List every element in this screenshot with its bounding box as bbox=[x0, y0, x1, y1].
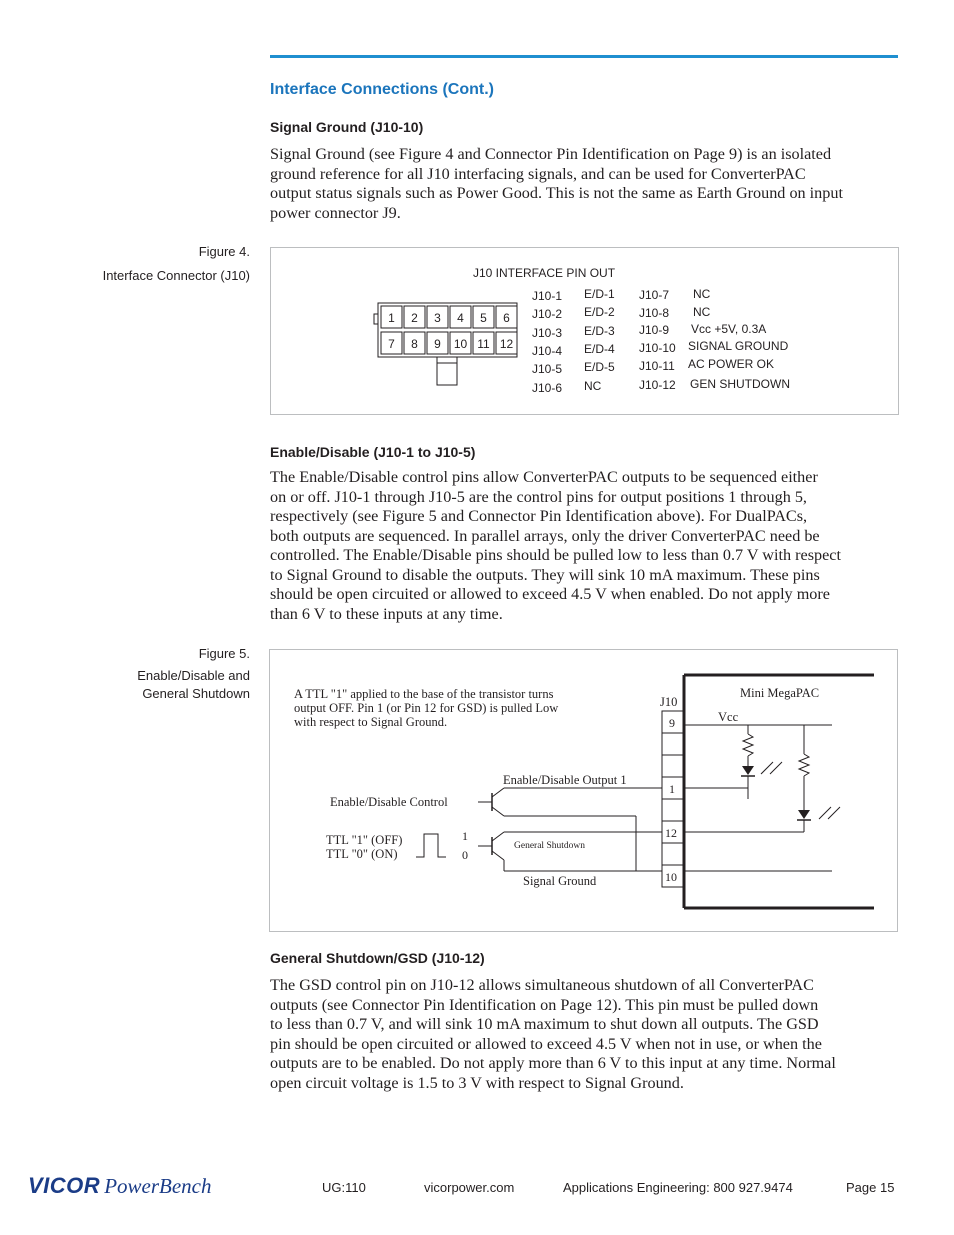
text-line: pin should be open circuited or allowed to exceed 4.5 V when not in use, or when the bbox=[270, 1034, 822, 1053]
text-line: controlled. The Enable/Disable pins should be pulled low to less than 0.7 V with respect bbox=[270, 546, 841, 564]
general-shutdown-label: General Shutdown bbox=[514, 841, 585, 851]
figure4-box bbox=[270, 247, 899, 415]
connector-pin-number: 11 bbox=[477, 337, 490, 351]
pin-signal: E/D-1 bbox=[584, 287, 615, 301]
pin-signal: AC POWER OK bbox=[688, 357, 775, 371]
section-title: Interface Connections (Cont.) bbox=[270, 81, 495, 98]
pinout-title: J10 INTERFACE PIN OUT bbox=[473, 266, 616, 280]
header-rule bbox=[270, 55, 898, 58]
figure5-box bbox=[269, 649, 898, 932]
ttl-off-label: TTL "1" (OFF) bbox=[326, 833, 403, 847]
pin-9-label: 9 bbox=[669, 716, 675, 730]
signal-ground-heading: Signal Ground (J10-10) bbox=[270, 119, 424, 135]
pin-signal: GEN SHUTDOWN bbox=[690, 377, 790, 391]
pin-id: J10-9 bbox=[639, 323, 670, 337]
pin-id: J10-5 bbox=[532, 362, 563, 376]
text-line: than 6 V to these inputs at any time. bbox=[270, 604, 503, 623]
schematic-diagram bbox=[270, 650, 897, 931]
text-line: power connector J9. bbox=[270, 203, 401, 222]
resistor-1 bbox=[743, 734, 753, 756]
schematic-note-line: output OFF. Pin 1 (or Pin 12 for GSD) is pulled Low bbox=[294, 701, 559, 715]
pinout-diagram bbox=[271, 248, 898, 414]
pin-signal: E/D-5 bbox=[584, 360, 615, 374]
pin-signal: E/D-4 bbox=[584, 342, 615, 356]
resistor-2 bbox=[799, 754, 809, 776]
text-line: both outputs are sequenced. In parallel arrays, only the driver ConverterPAC need be bbox=[270, 526, 820, 545]
pin-signal: Vcc +5V, 0.3A bbox=[691, 322, 767, 336]
pin-id: J10-2 bbox=[532, 307, 563, 321]
vcc-label: Vcc bbox=[718, 710, 739, 724]
connector-pin-number: 8 bbox=[411, 337, 418, 351]
connector-pin-number: 5 bbox=[480, 311, 487, 325]
pin-list bbox=[532, 287, 790, 395]
connector-pin-number: 2 bbox=[411, 311, 418, 325]
figure5-label bbox=[137, 645, 250, 703]
pulse-waveform bbox=[416, 834, 446, 857]
mini-megapac-label: Mini MegaPAC bbox=[740, 686, 820, 700]
pin-id: J10-8 bbox=[639, 306, 670, 320]
signal-ground-label: Signal Ground bbox=[523, 874, 597, 888]
ttl-on-label: TTL "0" (ON) bbox=[326, 847, 398, 861]
connector-pins bbox=[381, 306, 517, 354]
schematic-note-line: with respect to Signal Ground. bbox=[294, 715, 448, 729]
text-line: respectively (see Figure 5 and Connector Pin Identification above). For DualPACs, bbox=[270, 507, 808, 525]
connector-pin-number: 1 bbox=[388, 311, 395, 325]
figure4-label bbox=[103, 243, 250, 285]
text-line: The Enable/Disable control pins allow ConverterPAC outputs to be sequenced either bbox=[270, 468, 818, 486]
text-line: Signal Ground (see Figure 4 and Connector Pin Identification on Page 9) is an isolated bbox=[270, 145, 832, 163]
logo-vicor: VICOR bbox=[28, 1173, 101, 1198]
enable-disable-output-label: Enable/Disable Output 1 bbox=[503, 773, 627, 787]
pin-signal: NC bbox=[693, 287, 711, 301]
level-0-label: 0 bbox=[462, 848, 468, 862]
pin-id: J10-11 bbox=[639, 359, 675, 373]
pin-signal: E/D-2 bbox=[584, 305, 615, 319]
pin-signal: NC bbox=[693, 305, 711, 319]
level-1-label: 1 bbox=[462, 829, 468, 843]
pin-id: J10-3 bbox=[532, 326, 563, 340]
pin-signal: NC bbox=[584, 379, 602, 393]
pin-id: J10-7 bbox=[639, 288, 670, 302]
connector-pin-number: 9 bbox=[434, 337, 441, 351]
text-line: output status signals such as Power Good. This is not the same as Earth Ground on input bbox=[270, 184, 843, 202]
connector-pin-number: 7 bbox=[388, 337, 395, 351]
pin-1-label: 1 bbox=[669, 782, 675, 796]
gsd-heading: General Shutdown/GSD (J10-12) bbox=[270, 950, 485, 966]
figure5-caption-line: Enable/Disable and bbox=[137, 668, 250, 683]
pin-signal: E/D-3 bbox=[584, 324, 615, 338]
pin-id: J10-1 bbox=[532, 289, 563, 303]
gsd-paragraph bbox=[270, 976, 900, 1093]
text-line: to less than 0.7 V, and will sink 10 mA maximum to shut down all outputs. The GSD bbox=[270, 1015, 819, 1033]
connector-pin-number: 6 bbox=[503, 311, 510, 325]
led-2 bbox=[798, 810, 810, 819]
connector-key bbox=[374, 314, 378, 324]
doc-id: UG:110 bbox=[322, 1180, 366, 1195]
text-line: to Signal Ground to disable the outputs. They will sink 10 mA maximum. These pins bbox=[270, 565, 820, 584]
pin-id: J10-10 bbox=[639, 341, 676, 355]
figure4-caption: Interface Connector (J10) bbox=[102, 268, 250, 283]
enable-disable-paragraph bbox=[270, 468, 900, 624]
pin-10-label: 10 bbox=[665, 870, 677, 884]
signal-ground-paragraph bbox=[270, 145, 900, 223]
phone: Applications Engineering: 800 927.9474 bbox=[563, 1180, 793, 1195]
pin-id: J10-6 bbox=[532, 381, 563, 395]
pin-12-label: 12 bbox=[665, 826, 677, 840]
schematic-note-line: A TTL "1" applied to the base of the transistor turns bbox=[294, 687, 554, 701]
pin-id: J10-12 bbox=[639, 378, 676, 392]
text-line: The GSD control pin on J10-12 allows simultaneous shutdown of all ConverterPAC bbox=[270, 976, 814, 994]
text-line: should be open circuited or allowed to exceed 4.5 V when enabled. Do not apply more bbox=[270, 585, 830, 603]
vicor-powerbench-logo bbox=[28, 1173, 211, 1199]
text-line: open circuit voltage is 1.5 to 3 V with respect to Signal Ground. bbox=[270, 1073, 684, 1092]
website: vicorpower.com bbox=[424, 1180, 515, 1195]
enable-disable-control-label: Enable/Disable Control bbox=[330, 795, 448, 809]
text-line: outputs (see Connector Pin Identification on Page 12). This pin must be pulled down bbox=[270, 995, 819, 1014]
pin-id: J10-4 bbox=[532, 344, 563, 358]
figure5-number: Figure 5. bbox=[198, 646, 250, 661]
connector-pin-number: 3 bbox=[434, 311, 441, 325]
text-line: ground reference for all J10 interfacing signals, and can be used for ConverterPAC bbox=[270, 164, 806, 183]
connector-pin-number: 10 bbox=[453, 337, 468, 351]
connector-latch bbox=[437, 363, 457, 385]
figure5-caption-line: General Shutdown bbox=[142, 686, 250, 701]
text-line: on or off. J10-1 through J10-5 are the control pins for output positions 1 through 5, bbox=[270, 487, 807, 506]
connector-pin-number: 4 bbox=[457, 311, 464, 325]
enable-disable-heading: Enable/Disable (J10-1 to J10-5) bbox=[270, 444, 476, 460]
connector-pin-number: 12 bbox=[499, 337, 514, 351]
led-1 bbox=[742, 766, 754, 775]
figure4-number: Figure 4. bbox=[198, 244, 250, 259]
page-number: Page 15 bbox=[846, 1180, 895, 1195]
pin-signal: SIGNAL GROUND bbox=[688, 339, 789, 353]
logo-powerbench: PowerBench bbox=[104, 1174, 212, 1198]
text-line: outputs are to be enabled. Do not apply more than 6 V to this input at any time. Normal bbox=[270, 1054, 836, 1072]
j10-label: J10 bbox=[660, 695, 678, 709]
